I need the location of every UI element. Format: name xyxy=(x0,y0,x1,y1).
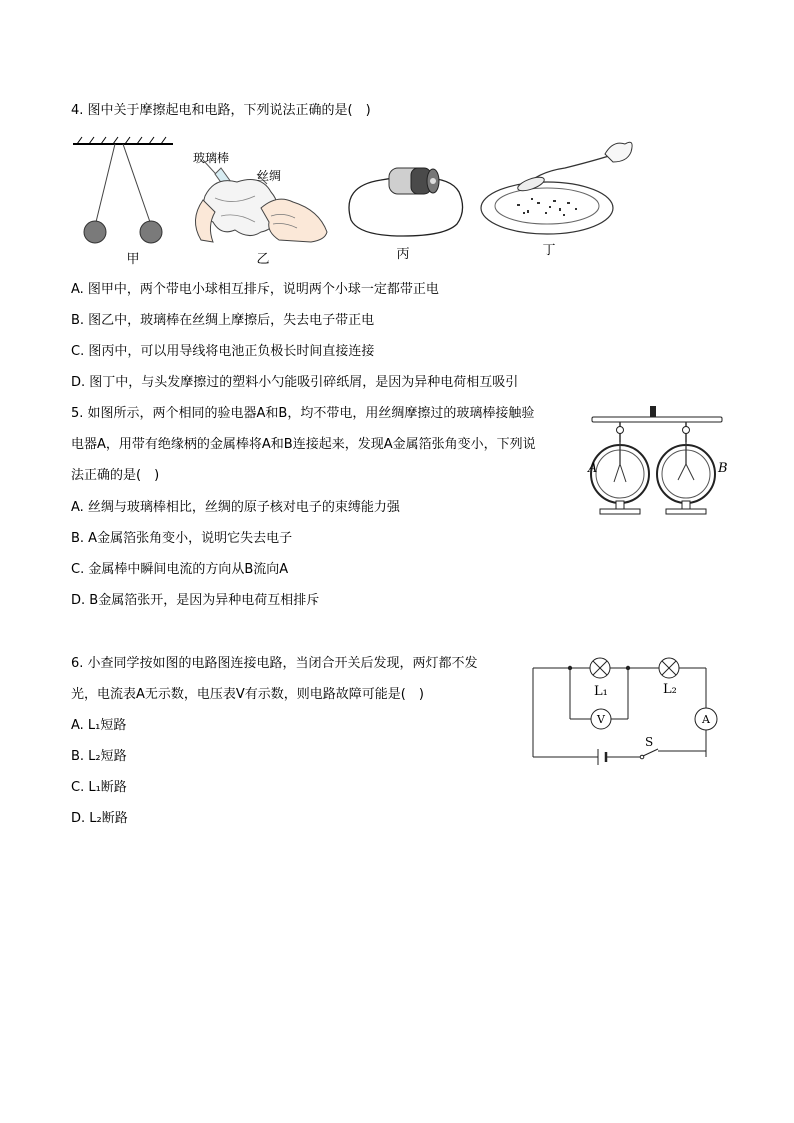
q6-option-d: D. L₂断路 xyxy=(71,811,128,826)
ammeter-label: A xyxy=(702,713,710,726)
lamp-l1-label: L₁ xyxy=(594,684,608,699)
q6-option-b: B. L₂短路 xyxy=(71,749,127,764)
q6-option-c: C. L₁断路 xyxy=(71,780,127,795)
battery-figure xyxy=(349,168,463,236)
q5-stem-line-1: 5. 如图所示，两个相同的验电器A和B，均不带电，用丝绸摩擦过的玻璃棒接触验 xyxy=(71,406,535,421)
caption-bing: 丙 xyxy=(396,247,410,262)
circuit-diagram xyxy=(528,652,728,764)
electroscope-b xyxy=(657,422,715,514)
glass-rod-label: 玻璃棒 xyxy=(193,151,230,165)
switch-label: S xyxy=(645,735,654,749)
q6-option-a: A. L₁短路 xyxy=(71,718,127,733)
electroscope-b-label: B xyxy=(718,461,728,476)
lamp-l2 xyxy=(659,658,679,678)
caption-ding: 丁 xyxy=(542,243,556,258)
q6-stem-line-1: 6. 小查同学按如图的电路图连接电路，当闭合开关后发现，两灯都不发 xyxy=(71,656,478,671)
electroscope-a xyxy=(591,422,649,514)
spoon-paper-figure xyxy=(481,142,632,234)
q4-option-b: B. 图乙中，玻璃棒在丝绸上摩擦后，失去电子带正电 xyxy=(71,313,375,328)
q5-option-c: C. 金属棒中瞬间电流的方向从B流向A xyxy=(71,562,289,577)
electroscope-figure xyxy=(584,402,734,520)
electroscope-a-label: A xyxy=(588,461,598,476)
voltmeter-label: V xyxy=(597,713,605,726)
q5-stem-line-2: 电器A，用带有绝缘柄的金属棒将A和B连接起来，发现A金属箔张角变小，下列说 xyxy=(71,437,536,452)
q4-stem: 4. 图中关于摩擦起电和电路，下列说法正确的是( ) xyxy=(71,103,371,118)
q4-figure xyxy=(65,136,635,266)
q4-option-c: C. 图丙中，可以用导线将电池正负极长时间直接连接 xyxy=(71,344,375,359)
switch-symbol xyxy=(640,749,658,759)
caption-jia: 甲 xyxy=(126,252,140,267)
battery-symbol xyxy=(598,749,606,765)
q5-option-a: A. 丝绸与玻璃棒相比，丝绸的原子核对电子的束缚能力强 xyxy=(71,500,400,515)
q5-stem-line-3: 法正确的是( ) xyxy=(71,468,160,483)
caption-yi: 乙 xyxy=(256,252,270,267)
q4-option-a: A. 图甲中，两个带电小球相互排斥，说明两个小球一定都带正电 xyxy=(71,282,439,297)
lamp-l1 xyxy=(590,658,610,678)
pendulum-balls-figure xyxy=(73,137,173,243)
q5-option-d: D. B金属箔张开，是因为异种电荷互相排斥 xyxy=(71,593,320,608)
silk-label: 丝绸 xyxy=(257,169,282,183)
q4-option-d: D. 图丁中，与头发摩擦过的塑料小勺能吸引碎纸屑，是因为异种电荷相互吸引 xyxy=(71,375,519,390)
lamp-l2-label: L₂ xyxy=(663,682,677,697)
q5-option-b: B. A金属箔张角变小，说明它失去电子 xyxy=(71,531,293,546)
q6-stem-line-2: 光，电流表A无示数，电压表V有示数，则电路故障可能是( ) xyxy=(71,687,424,702)
